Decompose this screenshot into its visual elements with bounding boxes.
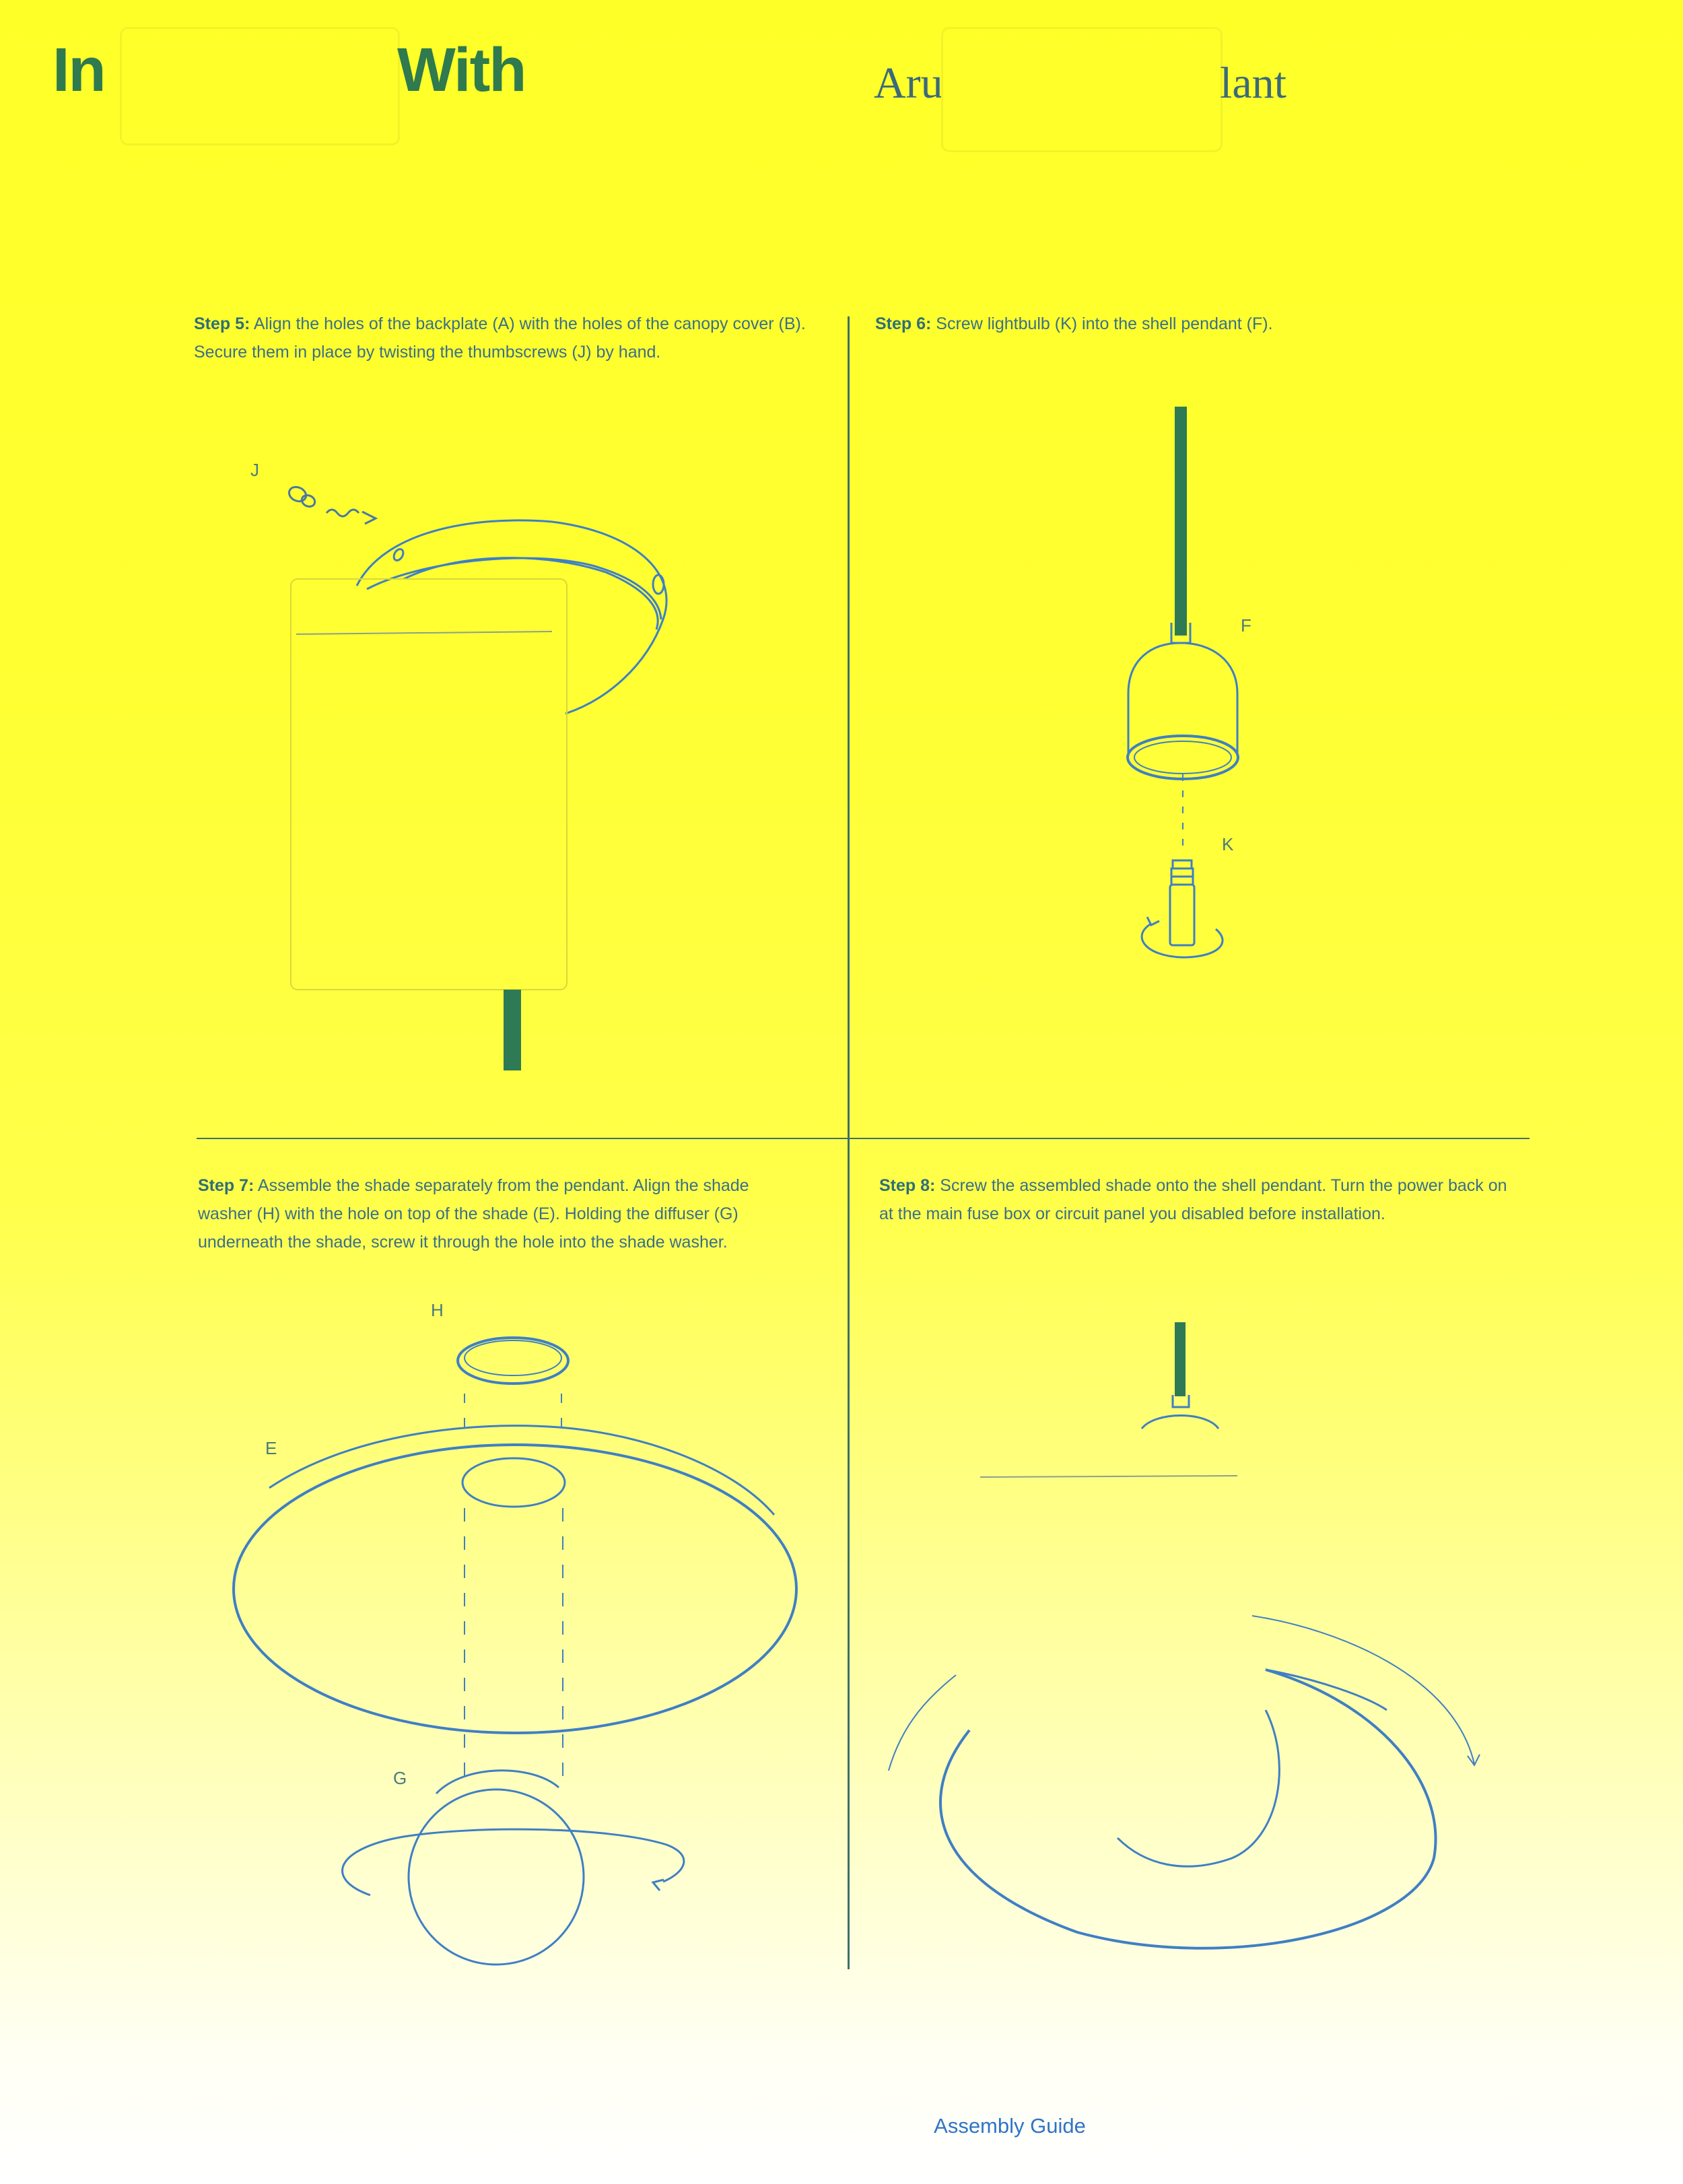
- title-word-in: In: [53, 36, 105, 104]
- title-word-with: With: [397, 36, 526, 104]
- pendant-cord: [1175, 407, 1187, 636]
- label-e: E: [265, 1438, 277, 1458]
- label-f: F: [1241, 615, 1251, 636]
- thumbscrew-j-icon: [287, 484, 376, 524]
- cord-stub: [504, 990, 521, 1070]
- horizontal-divider: [197, 1138, 1530, 1139]
- step-5-text: Align the holes of the backplate (A) with the holes of the canopy cover (B). Secure them in place by twisting the thumbscrews (J) by hand.: [194, 314, 806, 362]
- shade-washer-h: [458, 1338, 568, 1384]
- step-6-text: Screw lightbulb (K) into the shell pendant (F).: [931, 314, 1273, 333]
- label-g: G: [393, 1768, 407, 1788]
- footer-assembly-guide: Assembly Guide: [934, 2114, 1086, 2138]
- step-8-label: Step 8:: [879, 1176, 936, 1195]
- step-7-illustration: [0, 1145, 842, 1986]
- pendant-cord-top: [1175, 1322, 1186, 1396]
- backplate-outline: [291, 579, 567, 990]
- alignment-dashes-g: [465, 1508, 563, 1777]
- title-serif-fragment-1: Aru: [874, 59, 943, 108]
- step-7-label: Step 7:: [198, 1176, 254, 1195]
- step-6-illustration: [850, 0, 1683, 1111]
- step-5-label: Step 5:: [194, 314, 250, 333]
- assembled-shade: [889, 1670, 1436, 1948]
- canopy-cover-ring: [357, 520, 666, 714]
- label-j: J: [250, 460, 259, 480]
- rotation-arrow-icon: [1252, 1616, 1480, 1765]
- shell-pendant-top: [1142, 1395, 1218, 1429]
- diffuser-g: [343, 1771, 684, 1965]
- step-8-illustration: [850, 1145, 1683, 1986]
- shade-e: [234, 1426, 796, 1733]
- title-serif-fragment-2: lant: [1220, 59, 1286, 108]
- step-8-text: Screw the assembled shade onto the shell pendant. Turn the power back on at the main fuse box or circuit panel you disabled before installation.: [879, 1176, 1507, 1223]
- shade-rim-line: [980, 1476, 1237, 1477]
- backplate-edge-line: [296, 632, 552, 634]
- step-7-text: Assemble the shade separately from the pendant. Align the shade washer (H) with the hole on top of the shade (E). Holding the diffuser (G) underneath the shade, screw it through the hole into the shade washer.: [198, 1176, 749, 1252]
- step-6-label: Step 6:: [875, 314, 932, 333]
- alignment-dashes-h: [465, 1394, 561, 1434]
- label-k: K: [1222, 834, 1234, 854]
- shell-pendant-f: [1128, 623, 1238, 779]
- step-5-illustration: [0, 0, 842, 1111]
- lightbulb-k: [1142, 860, 1223, 957]
- label-h: H: [431, 1300, 444, 1320]
